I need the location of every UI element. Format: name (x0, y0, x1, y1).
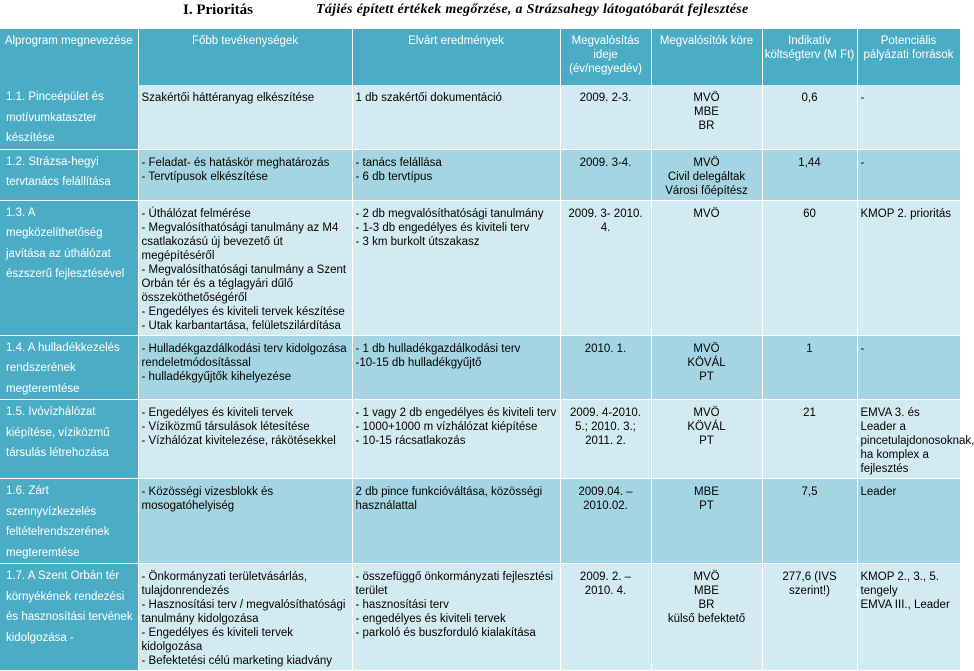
implementers-cell-line: MVÖ (693, 571, 720, 583)
time-cell (560, 335, 651, 400)
activities-cell (138, 85, 352, 149)
sources-cell-line: - (860, 342, 865, 355)
implementers-cell-line: MBE (694, 585, 719, 597)
activities-cell-line: - Úthálózat felmérése (141, 207, 251, 220)
sources-cell-line: EMVA 3. és Leader a pincetulajdonosoknak, ha komplex a fejlesztés (860, 407, 974, 475)
sources-cell (857, 149, 960, 200)
results-cell-line: - 2 db megvalósíthatósági tanulmány (355, 207, 544, 220)
sources-cell (857, 85, 960, 149)
results-cell (352, 400, 560, 479)
table-row (0, 564, 960, 671)
implementers-cell-line: MVÖ (693, 156, 720, 169)
results-cell-line: 2 db pince funkcióváltása, közösségi használattal (355, 486, 543, 512)
implementers-cell-line: BR (698, 599, 715, 611)
implementers-cell-line: külső befektető (667, 613, 746, 625)
header-subprogram: Alprogram megnevezése (0, 29, 138, 85)
activities-cell-line: - Megvalósíthatósági tanulmány az M4 csatlakozású új bevezető út megépítéséről (141, 221, 339, 262)
cost-cell: 7,5 (762, 479, 857, 564)
implementers-cell (651, 200, 762, 335)
table-row (0, 479, 960, 564)
time-cell (560, 85, 651, 149)
time-cell (560, 479, 651, 564)
activities-cell (138, 479, 352, 564)
implementers-cell (651, 400, 762, 479)
time-cell-line: 2009. 3- 2010. (568, 207, 643, 220)
time-cell (560, 149, 651, 200)
document-title (0, 0, 960, 24)
implementers-cell-line: MVÖ (693, 342, 720, 355)
implementers-cell (651, 85, 762, 149)
time-cell-line: 4. (600, 221, 611, 234)
results-cell (352, 564, 560, 671)
activities-cell-line: - Tervtípusok elkészítése (141, 170, 268, 183)
time-cell-line: 2009. 3-4. (579, 156, 632, 169)
sources-cell (857, 200, 960, 335)
header-implementers: Megvalósítók köre (651, 29, 762, 85)
sources-cell (857, 479, 960, 564)
activities-cell-line: - Hasznosítási terv / megvalósíthatósági tanulmány kidolgozása (141, 599, 346, 625)
results-cell-line: - 3 km burkolt útszakasz (355, 235, 480, 248)
implementers-cell (651, 149, 762, 200)
sources-cell-line: KMOP 2., 3., 5. tengely (860, 571, 939, 597)
activities-cell-line: - Önkormányzati területvásárlás, tulajdonrendezés (141, 571, 308, 597)
table-row (0, 335, 960, 400)
results-cell-line: - engedélyes és kiviteli tervek (355, 613, 506, 625)
activities-cell-line: - Engedélyes és kiviteli tervek kidolgozása (141, 627, 293, 653)
cost-cell: 277,6 (IVS szerint!) (762, 564, 857, 671)
implementers-cell (651, 479, 762, 564)
time-cell-line: 2009. 4-2010. (570, 407, 641, 419)
results-cell (352, 479, 560, 564)
sources-cell-line: EMVA III., Leader (860, 599, 950, 611)
subprogram-label: 1.4. A hulladékkezelés rendszerének megteremtése (0, 335, 138, 400)
implementers-cell-line: Városi főépítész (665, 184, 748, 197)
implementers-cell-line: MBE (694, 486, 719, 498)
sources-cell-line: KMOP 2. prioritás (860, 207, 952, 220)
activities-cell-line: - Hulladékgazdálkodási terv kidolgozása rendeletmódosítással (141, 342, 347, 369)
results-cell (352, 200, 560, 335)
table-header-row (0, 29, 960, 85)
subprogram-label: 1.2. Strázsa-hegyi tervtanács felállítása (0, 149, 138, 200)
activities-cell-line: - Közösségi vizesblokk és mosogatóhelyiség (141, 486, 274, 512)
sources-cell-line: - (860, 92, 865, 104)
implementers-cell-line: KÖVÁL (687, 421, 726, 433)
table-row (0, 200, 960, 335)
implementers-cell-line: PT (699, 370, 714, 383)
activities-cell-line: - Engedélyes és kiviteli tervek készítése (141, 305, 345, 318)
sources-cell (857, 335, 960, 400)
time-cell (560, 400, 651, 479)
subprogram-label: 1.7. A Szent Orbán tér környékének rendezési és hasznosítási tervének kidolgozása - (0, 564, 138, 671)
header-sources: Potenciális pályázati források (857, 29, 960, 85)
results-cell-line: - 1000+1000 m vízhálózat kiépítése (355, 421, 538, 433)
time-cell (560, 200, 651, 335)
activities-cell (138, 564, 352, 671)
results-cell-line: -10-15 db hulladékgyűjtő (355, 356, 482, 369)
results-cell-line: - 1 vagy 2 db engedélyes és kiviteli terv (355, 407, 557, 419)
results-cell (352, 335, 560, 400)
cost-cell: 1,44 (762, 149, 857, 200)
sources-cell (857, 564, 960, 671)
results-cell (352, 149, 560, 200)
cost-cell: 1 (762, 335, 857, 400)
header-cost: Indikatív költségterv (M Ft) (762, 29, 857, 85)
implementers-cell-line: MVÖ (693, 207, 720, 220)
activities-cell (138, 149, 352, 200)
activities-cell-line: - Víziközmű társulások létesítése (141, 421, 310, 433)
table-row (0, 149, 960, 200)
activities-cell-line: - Utak karbantartása, felületszilárdítása (141, 319, 341, 332)
activities-cell (138, 400, 352, 479)
implementers-cell-line: MVÖ (693, 92, 720, 104)
table-row (0, 400, 960, 479)
time-cell-line: 2010. 1. (584, 342, 627, 355)
time-cell-line: 2009.04. – (578, 486, 633, 498)
implementers-cell-line: BR (698, 120, 715, 132)
cost-cell: 21 (762, 400, 857, 479)
header-results: Elvárt eredmények (352, 29, 560, 85)
results-cell (352, 85, 560, 149)
sources-cell (857, 400, 974, 479)
table-row (0, 85, 960, 149)
results-cell-line: - parkoló és buszforduló kialakítása (355, 627, 536, 639)
activities-cell-line: - Befektetési célú marketing kiadvány (141, 655, 332, 667)
time-cell-line: 2010. 4. (584, 585, 627, 597)
results-cell-line: - 1-3 db engedélyes és kiviteli terv (355, 221, 530, 234)
subprogram-label: 1.6. Zárt szennyvízkezelés feltételrendszerének megteremtése (0, 479, 138, 564)
time-cell-line: 2011. 2. (585, 435, 626, 447)
implementers-cell-line: PT (699, 435, 714, 447)
cost-cell: 60 (762, 200, 857, 335)
sources-cell-line: Leader (860, 486, 897, 498)
activities-cell (138, 200, 352, 335)
implementers-cell-line: PT (699, 500, 714, 512)
results-cell-line: - hasznosítási terv (355, 599, 449, 611)
time-cell-line: 5.; 2010. 3.; (575, 421, 636, 433)
implementers-cell-line: Civil delegáltak (667, 170, 746, 183)
results-cell-line: - 6 db tervtípus (355, 170, 433, 183)
results-cell-line: - 10-15 rácsatlakozás (355, 435, 466, 447)
program-table (0, 29, 974, 671)
activities-cell-line: - hulladékgyűjtők kihelyezése (141, 370, 292, 383)
priority-number: I. Prioritás (183, 2, 253, 18)
activities-cell-line: - Feladat- és hatáskör meghatározás (141, 156, 330, 169)
time-cell-line: 2009. 2. – (579, 571, 632, 583)
results-cell-line: - összefüggő önkormányzati fejlesztési terület (355, 571, 554, 597)
cost-cell: 0,6 (762, 85, 857, 149)
activities-cell-line: Szakértői háttéranyag elkészítése (141, 92, 315, 104)
activities-cell (138, 335, 352, 400)
header-activities: Főbb tevékenységek (138, 29, 352, 85)
activities-cell-line: - Megvalósíthatósági tanulmány a Szent Orbán tér és a téglagyári dűlő összeköthetőségéről (141, 263, 347, 304)
subprogram-label: 1.5. Ivóvízhálózat kiépítése, víziközmű társulás létrehozása (0, 400, 138, 479)
results-cell-line: 1 db szakértői dokumentáció (355, 92, 502, 104)
activities-cell-line: - Vízhálózat kivitelezése, rákötésekkel (141, 435, 336, 447)
time-cell-line: 2010.02. (583, 500, 628, 512)
time-cell-line: 2009. 2-3. (579, 92, 632, 104)
implementers-cell-line: MBE (694, 106, 719, 118)
subprogram-label: 1.1. Pinceépület és motívumkataszter készítése (0, 85, 138, 149)
implementers-cell-line: KÖVÁL (687, 356, 726, 369)
header-time: Megvalósítás ideje (év/negyedév) (560, 29, 651, 85)
implementers-cell-line: MVÖ (693, 407, 720, 419)
sources-cell-line: - (860, 156, 865, 169)
subprogram-label: 1.3. A megközelíthetőség javítása az úthálózat észszerű fejlesztésével (0, 200, 138, 335)
priority-subtitle: Tájiés épített értékek megőrzése, a Strázsahegy látogatóbarát fejlesztése (316, 2, 749, 17)
implementers-cell (651, 335, 762, 400)
time-cell (560, 564, 651, 671)
activities-cell-line: - Engedélyes és kiviteli tervek (141, 407, 293, 419)
results-cell-line: - 1 db hulladékgazdálkodási terv (355, 342, 521, 355)
implementers-cell (651, 564, 762, 671)
results-cell-line: - tanács felállása (355, 156, 442, 169)
